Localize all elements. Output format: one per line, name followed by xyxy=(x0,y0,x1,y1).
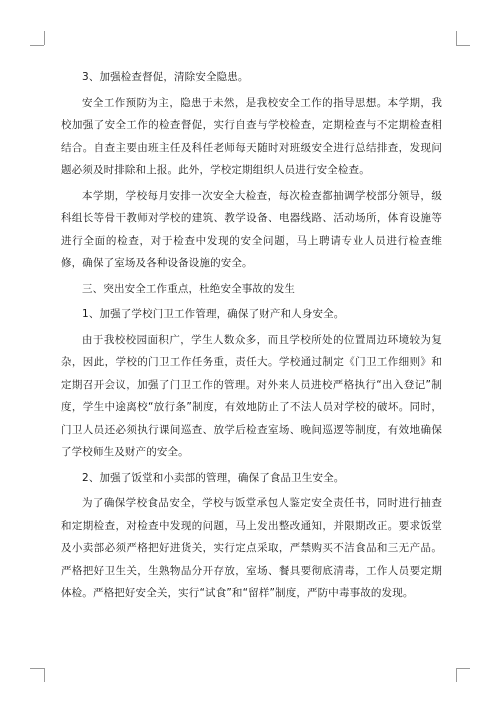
subsection-heading: 1、加强了学校门卫工作管理，确保了财产和人身安全。 xyxy=(82,308,345,320)
crop-mark-top-right-v xyxy=(456,31,457,45)
crop-mark-bottom-right-h xyxy=(456,668,470,669)
crop-mark-top-left-h xyxy=(30,45,44,46)
section-heading: 三、突出安全工作重点，杜绝安全事故的发生 xyxy=(82,282,295,295)
subsection-heading: 2、加强了饭堂和小卖部的管理，确保了食品卫生安全。 xyxy=(82,471,345,484)
document-body xyxy=(61,63,442,605)
section-heading: 3、加强检查督促，清除安全隐患。 xyxy=(82,71,249,83)
crop-mark-bottom-left-h xyxy=(30,668,44,669)
body-paragraph: 为了确保学校食品安全，学校与饭堂承包人鉴定安全责任书，同时进行抽查和定期检查，对检查中发现的问题，马上发出整改通知，并限期改正。要求饭堂及小卖部必须严格把好进货关，实行定点采取，严禁购买不洁食品和三无产品。严格把好卫生关，生熟物品分开存放，室场、餐具要彻底清毒，工作人员要定期体检。严格把好安全关，实行“试食”和“留样”制度，严防中毒事故的发现。 xyxy=(61,497,442,599)
body-paragraph: 安全工作预防为主，隐患于未然，是我校安全工作的指导思想。本学期，我校加强了安全工作的检查督促，实行自查与学校检查，定期检查与不定期检查相结合。自查主要由班主任及科任老师每天随时对班级安全进行总结排查，发现问题必须及时排除和上报。此外，学校定期组织人员进行安全检查。 xyxy=(61,96,442,176)
crop-mark-top-left-v xyxy=(44,31,45,45)
body-paragraph: 由于我校校园面积广，学生人数众多，而且学校所处的位置周边环境较为复杂，因此，学校的门卫工作任务重，责任大。学校通过制定《门卫工作细则》和定期召开会议，加强了门卫工作的管理。对外来人员进校严格执行“出入登记”制度，学生中途离校“放行条”制度，有效地防止了不法人员对学校的破坏。同时，门卫人员还必须执行课间巡查、放学后检查室场、晚间巡逻等制度，有效地确保了学校师生及财产的安全。 xyxy=(61,333,442,458)
body-paragraph: 本学期，学校每月安排一次安全大检查，每次检查都抽调学校部分领导，级科组长等骨干教师对学校的建筑、教学设备、电器线路、活动场所，体育设施等进行全面的检查，对于检查中发现的安全问题，马上聘请专业人员进行检查维修，确保了室场及各种设备设施的安全。 xyxy=(61,189,442,269)
crop-mark-top-right-h xyxy=(456,45,470,46)
crop-mark-bottom-left-v xyxy=(44,668,45,682)
crop-mark-bottom-right-v xyxy=(456,668,457,682)
